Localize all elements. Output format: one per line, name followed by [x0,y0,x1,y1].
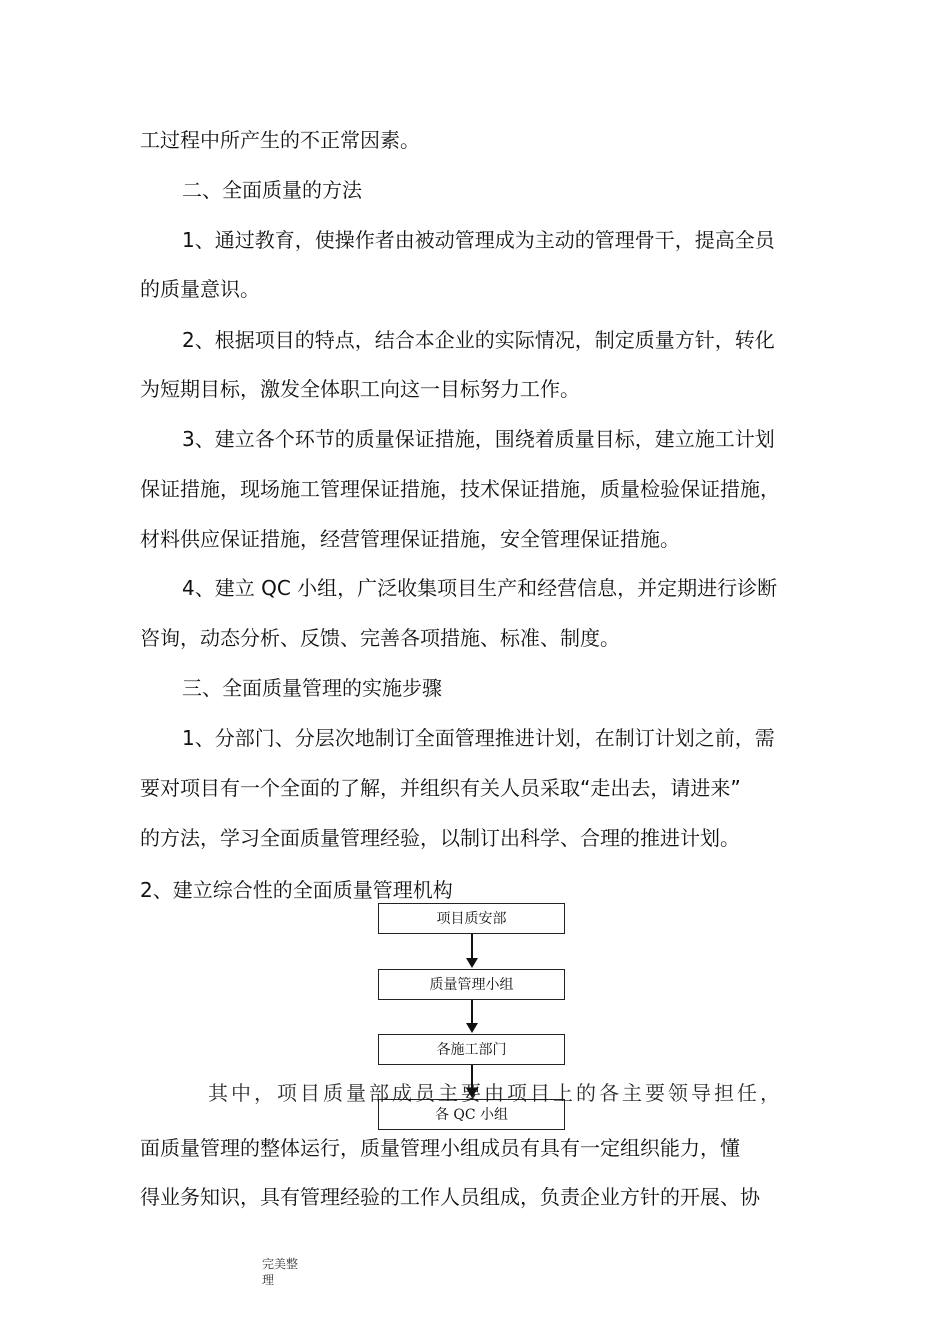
page-footer [262,1256,298,1288]
flow-connector [471,1000,473,1024]
flow-box-qc-groups: 各 QC 小组 [378,1099,565,1130]
paragraph-line: 为短期目标，激发全体职工向这一目标努力工作。 [140,377,580,401]
section-heading: 三、全面质量管理的实施步骤 [182,676,442,700]
paragraph-line: 的方法，学习全面质量管理经验，以制订出科学、合理的推进计划。 [140,826,740,850]
footer-text: 完美整 [262,1257,299,1271]
paragraph-line: 1、通过教育，使操作者由被动管理成为主动的管理骨干，提高全员 [182,228,775,252]
section-heading: 二、全面质量的方法 [182,178,362,202]
paragraph-line: 材料供应保证措施，经营管理保证措施，安全管理保证措施。 [140,527,680,551]
flow-box-quality-mgmt-group: 质量管理小组 [378,969,565,1000]
paragraph-line: 工过程中所产生的不正常因素。 [140,128,420,152]
paragraph-line: 咨询，动态分析、反馈、完善各项措施、标准、制度。 [140,626,620,650]
paragraph-line: 1、分部门、分层次地制订全面管理推进计划，在制订计划之前，需 [182,726,775,750]
paragraph-line: 3、建立各个环节的质量保证措施，围绕着质量目标，建立施工计划 [182,427,775,451]
flow-box-construction-depts: 各施工部门 [378,1034,565,1065]
flow-connector [471,934,473,959]
arrow-down-icon [466,958,478,968]
paragraph-line: 2、根据项目的特点，结合本企业的实际情况，制定质量方针，转化 [182,328,775,352]
paragraph-line: 要对项目有一个全面的了解，并组织有关人员采取“走出去，请进来” [140,776,741,800]
arrow-down-icon [466,1023,478,1033]
section-heading: 2、建立综合性的全面质量管理机构 [140,878,453,902]
paragraph-line: 得业务知识，具有管理经验的工作人员组成，负责企业方针的开展、协 [140,1185,760,1209]
flow-box-quality-safety-dept: 项目质安部 [378,903,565,934]
paragraph-line: 保证措施，现场施工管理保证措施，技术保证措施，质量检验保证措施， [140,477,780,501]
paragraph-line: 4、建立 QC 小组，广泛收集项目生产和经营信息，并定期进行诊断 [182,576,778,600]
paragraph-line: 面质量管理的整体运行，质量管理小组成员有具有一定组织能力，懂 [140,1136,740,1160]
footer-text: 理 [262,1273,275,1287]
overlapping-text-line: 其中，项目质量部成员主要由项目上的各主要领导担任， [208,1081,783,1105]
paragraph-line: 的质量意识。 [140,277,260,301]
